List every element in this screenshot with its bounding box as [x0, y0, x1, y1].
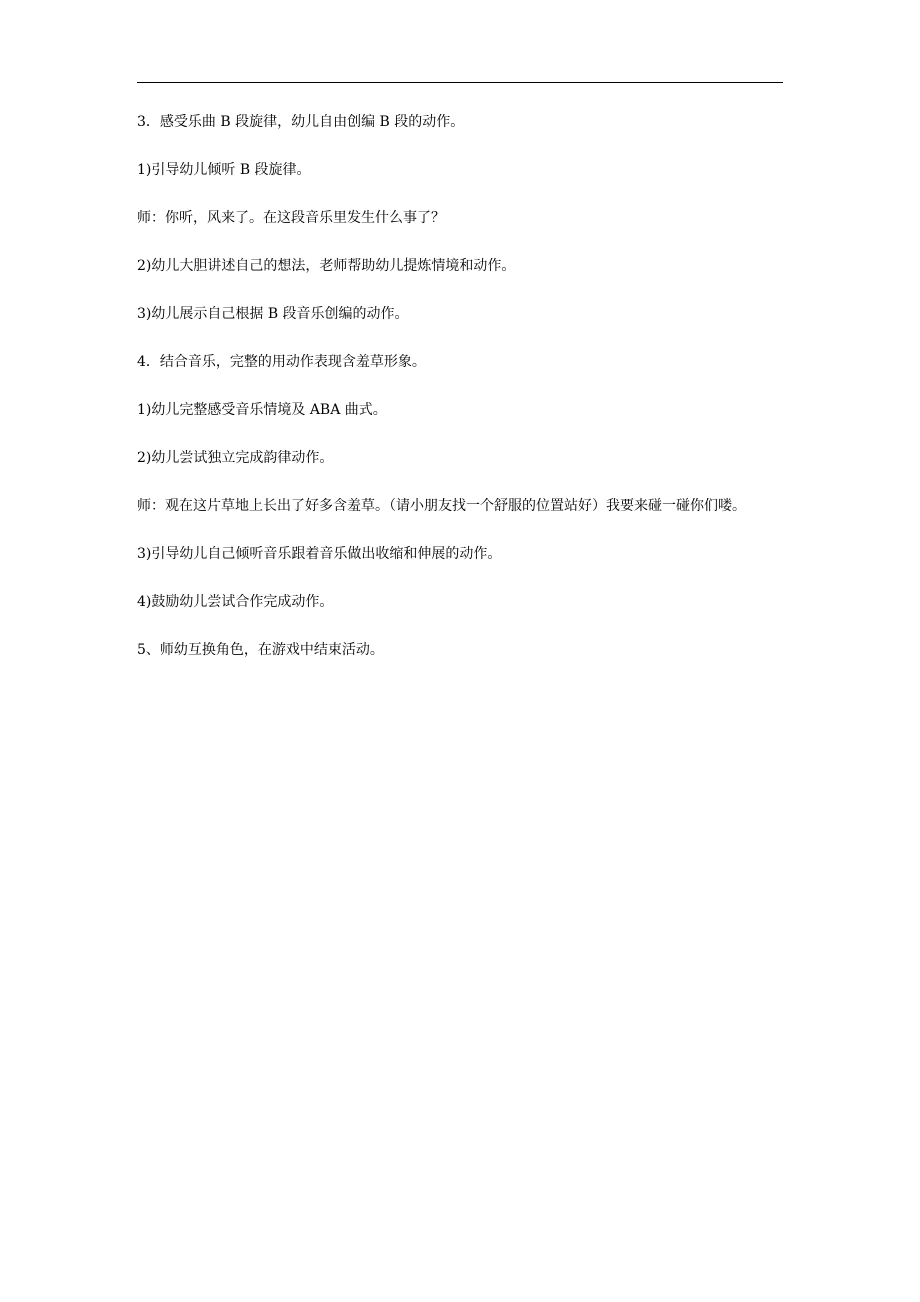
paragraph-step-5: 5、师幼互换角色，在游戏中结束活动。 [137, 642, 384, 658]
paragraph-teacher-line-2: 师：观在这片草地上长出了好多含羞草。（请小朋友找一个舒服的位置站好）我要来碰一碰你们喽。 [137, 498, 746, 514]
document-body [137, 110, 787, 686]
paragraph-step-3-2: 2)幼儿大胆讲述自己的想法，老师帮助幼儿提炼情境和动作。 [137, 258, 516, 274]
header-rule [137, 82, 783, 83]
paragraph-step-4-1: 1)幼儿完整感受音乐情境及 ABA 曲式。 [137, 402, 387, 418]
paragraph-step-3: 3．感受乐曲 B 段旋律，幼儿自由创编 B 段的动作。 [137, 114, 465, 130]
paragraph-step-3-1: 1)引导幼儿倾听 B 段旋律。 [137, 162, 311, 178]
paragraph-step-4-2: 2)幼儿尝试独立完成韵律动作。 [137, 450, 334, 466]
paragraph-step-4-4: 4)鼓励幼儿尝试合作完成动作。 [137, 594, 334, 610]
paragraph-step-3-3: 3)幼儿展示自己根据 B 段音乐创编的动作。 [137, 306, 409, 322]
paragraph-step-4-3: 3)引导幼儿自己倾听音乐跟着音乐做出收缩和伸展的动作。 [137, 546, 502, 562]
paragraph-teacher-line-1: 师：你听，风来了。在这段音乐里发生什么事了？ [137, 210, 445, 226]
paragraph-step-4: 4．结合音乐，完整的用动作表现含羞草形象。 [137, 354, 426, 370]
